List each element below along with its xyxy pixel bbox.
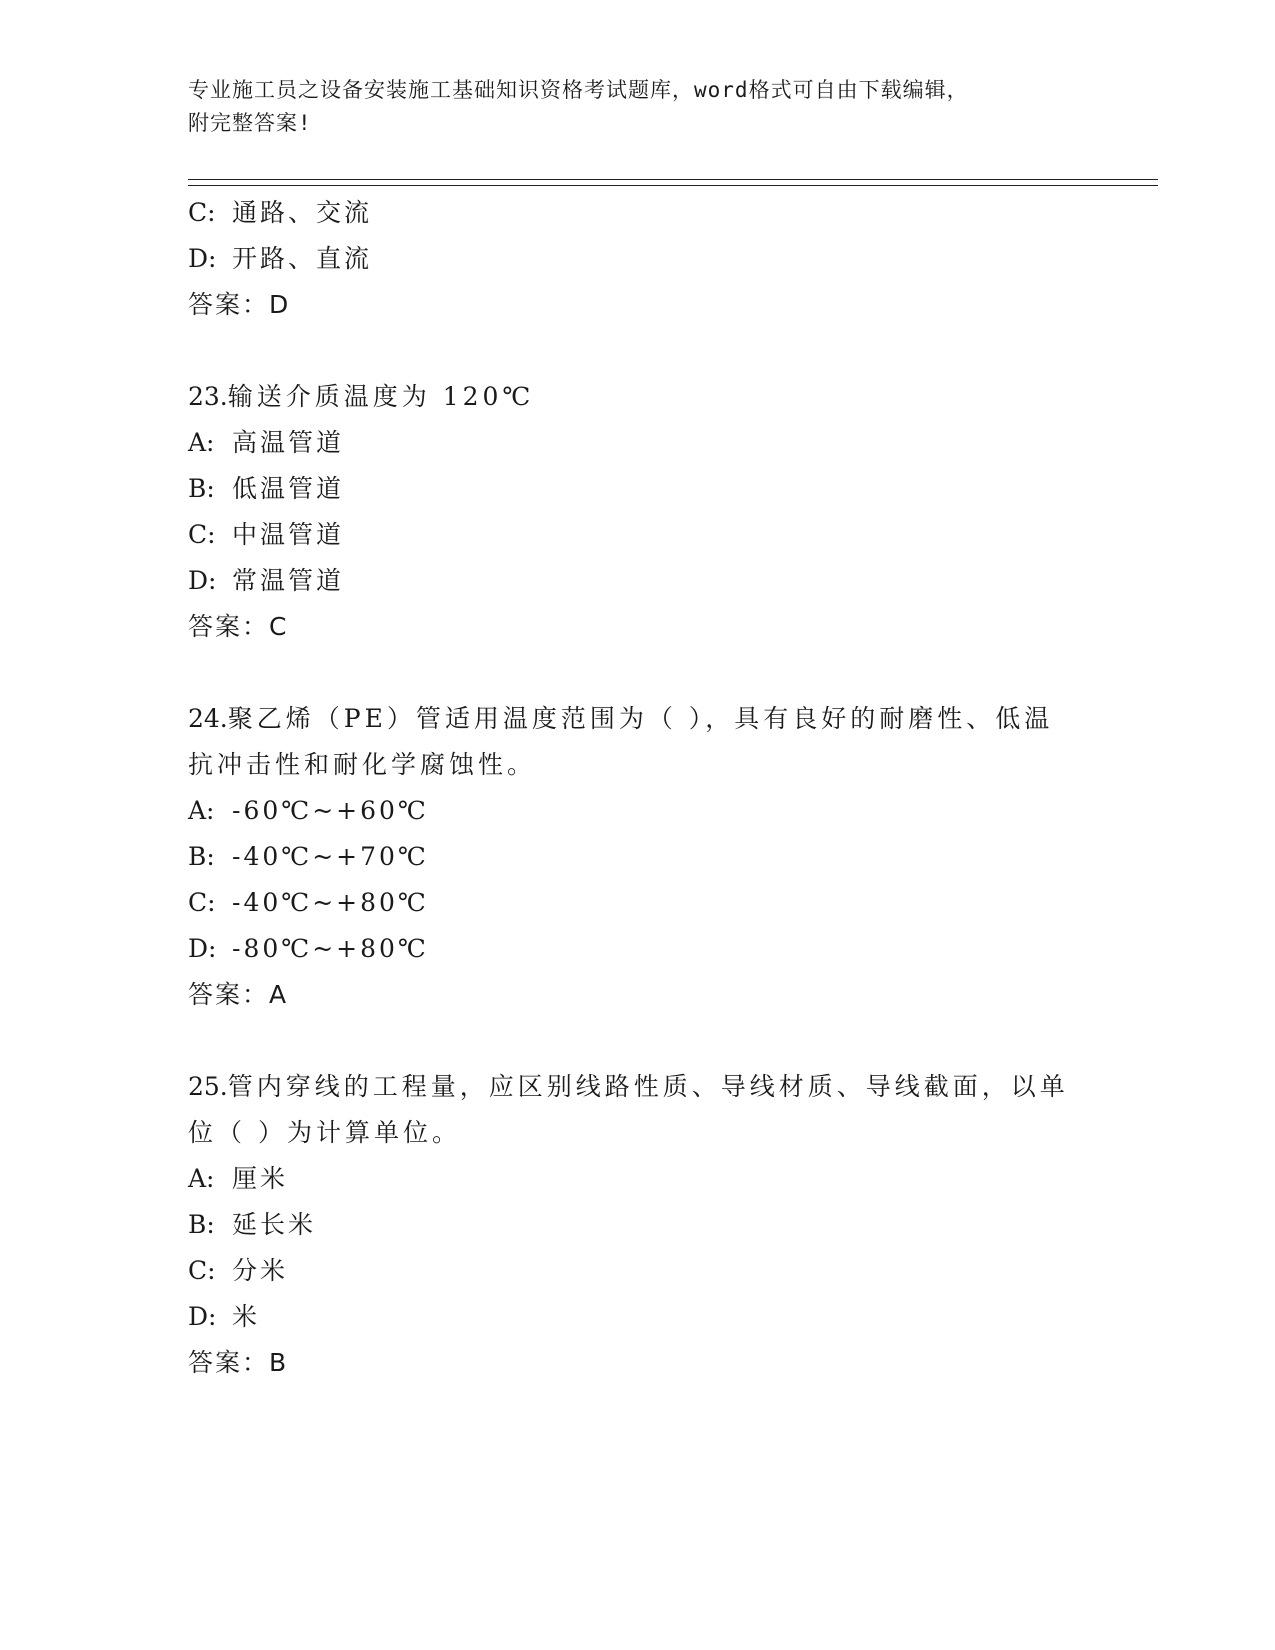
option-letter: C:: [188, 198, 216, 227]
option-letter: D:: [188, 1302, 217, 1331]
option-c: [188, 512, 1088, 558]
spacer: [188, 650, 1088, 696]
option-b: [188, 466, 1088, 512]
option-text: 高温管道: [232, 428, 345, 457]
option-b: [188, 834, 1088, 880]
option-a: [188, 1156, 1088, 1202]
option-text: -40℃~+70℃: [232, 842, 429, 871]
option-c: [188, 1248, 1088, 1294]
option-letter: D:: [188, 244, 217, 273]
option-text: 中温管道: [232, 520, 345, 549]
option-b: [188, 1202, 1088, 1248]
option-text: -60℃~+60℃: [232, 796, 429, 825]
option-c: [188, 190, 1088, 236]
question-25: [188, 1064, 1088, 1386]
option-text: 厘米: [232, 1164, 289, 1193]
option-c: [188, 880, 1088, 926]
question-23: [188, 374, 1088, 650]
option-a: [188, 788, 1088, 834]
option-text: 通路、交流: [232, 198, 373, 227]
spacer: [188, 1018, 1088, 1064]
option-letter: A:: [188, 796, 215, 825]
question-stem: 聚乙烯（PE）管适用温度范围为（ ），具有良好的耐磨性、低温: [227, 704, 1054, 733]
option-d: [188, 1294, 1088, 1340]
option-text: -40℃~+80℃: [232, 888, 429, 917]
option-text: 低温管道: [232, 474, 345, 503]
option-letter: D:: [188, 566, 217, 595]
question-text: [188, 374, 1088, 420]
header-divider: [188, 179, 1158, 186]
option-letter: B:: [188, 842, 215, 871]
option-letter: B:: [188, 1210, 215, 1239]
question-text-line-2: 抗冲击性和耐化学腐蚀性。: [188, 750, 537, 779]
question-24: [188, 696, 1088, 1018]
document-body: [188, 190, 1088, 1386]
question-text-line-1: [188, 1064, 1088, 1110]
option-letter: D:: [188, 934, 217, 963]
document-header: [188, 74, 1068, 140]
option-d: [188, 236, 1088, 282]
option-text: 开路、直流: [232, 244, 373, 273]
option-text: 分米: [232, 1256, 289, 1285]
question-text-line-2: 位（ ）为计算单位。: [188, 1118, 461, 1147]
question-number: 24.: [188, 704, 228, 733]
option-text: 米: [232, 1302, 261, 1331]
option-text: 延长米: [232, 1210, 317, 1239]
answer-line: 答案：B: [188, 1348, 289, 1377]
question-22-tail: [188, 190, 1088, 328]
header-line-2: 附完整答案!: [188, 111, 312, 135]
question-text-line-1: [188, 696, 1088, 742]
spacer: [188, 328, 1088, 374]
option-text: 常温管道: [232, 566, 345, 595]
answer-line: 答案：D: [188, 290, 291, 319]
question-number: 23.: [188, 382, 228, 411]
answer-line: 答案：C: [188, 612, 289, 641]
header-line-1: 专业施工员之设备安装施工基础知识资格考试题库，word格式可自由下载编辑，: [188, 78, 969, 102]
question-number: 25.: [188, 1072, 228, 1101]
option-letter: C:: [188, 1256, 216, 1285]
option-letter: A:: [188, 1164, 215, 1193]
answer-line: 答案：A: [188, 980, 289, 1009]
option-letter: C:: [188, 888, 216, 917]
option-text: -80℃~+80℃: [232, 934, 429, 963]
option-letter: C:: [188, 520, 216, 549]
option-letter: A:: [188, 428, 215, 457]
question-stem: 管内穿线的工程量，应区别线路性质、导线材质、导线截面，以单: [227, 1072, 1069, 1101]
option-d: [188, 926, 1088, 972]
option-letter: B:: [188, 474, 215, 503]
option-a: [188, 420, 1088, 466]
option-d: [188, 558, 1088, 604]
question-stem: 输送介质温度为 120℃: [227, 382, 535, 411]
